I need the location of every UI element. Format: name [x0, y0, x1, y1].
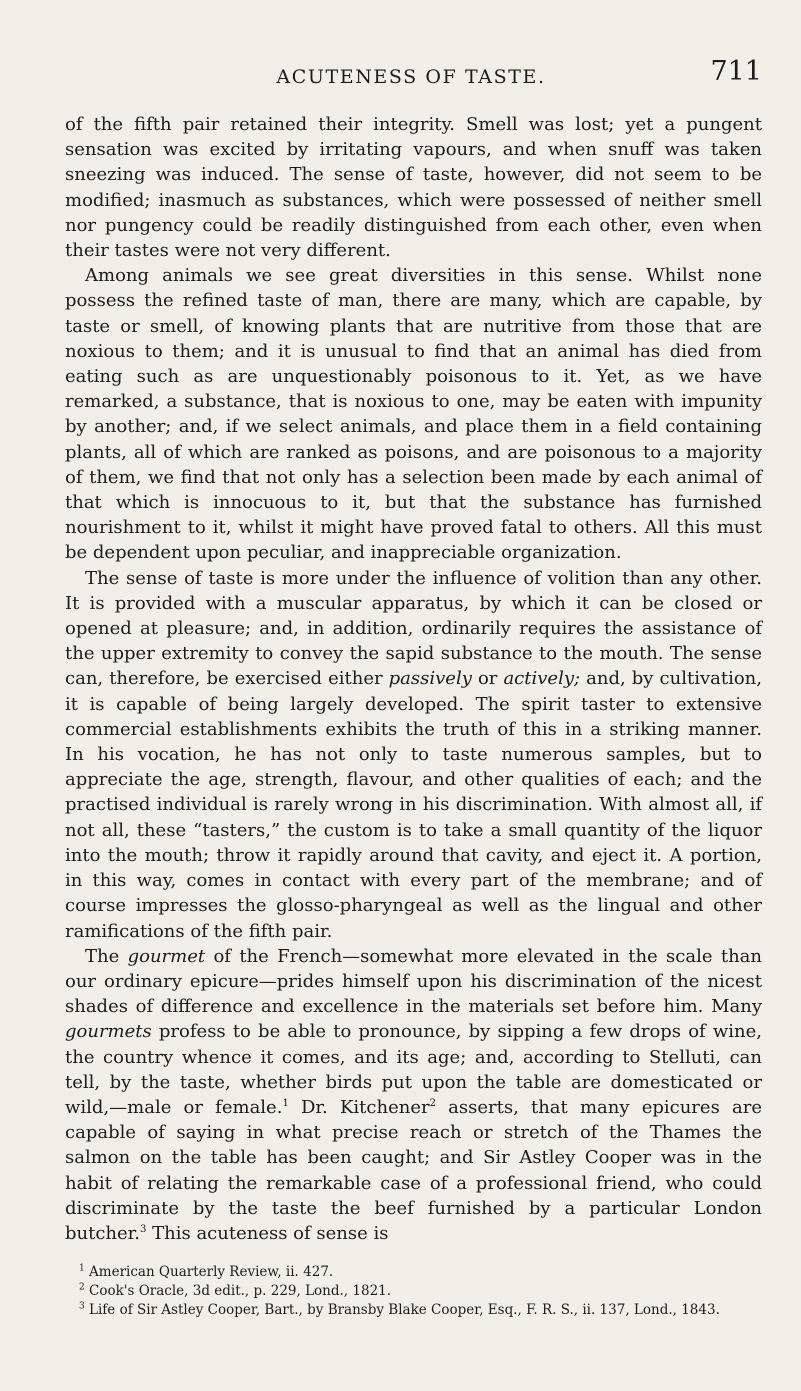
text-run: and, by cultivation, it is capable of being largely developed. The spirit taster to extensive commercial establishments exhibits the truth of this in a striking manner. In his vocation, he has not only to taste numerous samples, but to appreciate the age, strength, flavour, and other qualities of each; and the practised individual is rarely wrong in his discrimination. With almost all, if not all, these “tasters,” the custom is to take a small quantity of the liquor into the mouth; throw it rapidly around that cavity, and eject it. A portion, in this way, comes in contact with every part of the membrane; and of course impresses the glosso-pharyngeal as well as the lingual and other ramifications of the fifth pair. — [65, 668, 762, 942]
text-run: The — [85, 945, 128, 967]
footnote — [65, 1282, 762, 1301]
paragraph — [65, 566, 762, 944]
text-run: Dr. Kitchener — [288, 1096, 430, 1118]
footnote-text: Cook's Oracle, 3d edit., p. 229, Lond., 1821. — [84, 1283, 392, 1299]
footnote — [65, 1263, 762, 1282]
italic-text: passively — [388, 668, 472, 690]
text-run: profess to be able to pronounce, by sipping a few drops of wine, the country whence it comes, and its age; and, according to Stelluti, can tell, by the taste, whether birds put upon the table are domesticated or wild,—male or female. — [65, 1021, 762, 1118]
italic-text: gourmet — [127, 945, 206, 967]
running-head: ACUTENESS OF TASTE. — [276, 66, 546, 88]
footnote-ref: 1 — [282, 1097, 289, 1109]
footnote-marker: 3 — [79, 1301, 85, 1312]
footnote-marker: 1 — [79, 1263, 85, 1274]
text-run: asserts, that many epicures are capable of saying in what precise reach or stretch of the Thames the salmon on the table has been caught; and Sir Astley Cooper was in the habit of relating the remarkable case of a professional friend, who could discriminate by the taste the beef furnished by a particular London butcher. — [65, 1096, 762, 1244]
footnote — [65, 1301, 762, 1320]
italic-text: gourmets — [65, 1021, 152, 1043]
text-run: Among animals we see great diversities in this sense. Whilst none possess the refined taste of man, there are many, which are capable, by taste or smell, of knowing plants that are nutritive from those that are noxious to them; and it is unusual to find that an animal has died from eating such as are unquestionably poisonous to it. Yet, as we have remarked, a substance, that is noxious to one, may be eaten with impunity by another; and, if we select animals, and place them in a field containing plants, all of which are ranked as poisons, and are poisonous to a majority of them, we find that not only has a selection been made by each animal of that which is innocuous to it, but that the substance has furnished nourishment to it, whilst it might have proved fatal to others. All this must be dependent upon peculiar, and inappreciable organization. — [65, 265, 762, 564]
text-run: The sense of taste is more under the influence of volition than any other. It is provided with a muscular apparatus, by which it can be closed or opened at pleasure; and, in addition, ordinarily requires the assistance of the upper extremity to convey the sapid substance to the mouth. The sense can, therefore, be exercised either — [65, 567, 762, 690]
footnote-ref: 3 — [140, 1223, 147, 1235]
body-text — [65, 112, 762, 1246]
page-number: 711 — [710, 56, 762, 87]
text-run: of the fifth pair retained their integrity. Smell was lost; yet a pungent sensation was excited by irritating vapours, and when snuff was taken sneezing was induced. The sense of taste, however, did not seem to be modified; inasmuch as substances, which were possessed of neither smell nor pungency could be readily distinguished from each other, even when their tastes were not very different. — [65, 114, 762, 262]
footnote-text: Life of Sir Astley Cooper, Bart., by Bransby Blake Cooper, Esq., F. R. S., ii. 137, Lond., 1843. — [84, 1302, 720, 1318]
paragraph — [65, 112, 762, 263]
paragraph — [65, 944, 762, 1246]
italic-text: actively; — [503, 668, 581, 690]
footnotes — [65, 1263, 762, 1320]
text-run: This acuteness of sense is — [146, 1222, 389, 1244]
text-run: of the French—somewhat more elevated in the scale than our ordinary epicure—prides himself upon his discrimination of the nicest shades of difference and excellence in the materials set before him. Many — [65, 945, 762, 1018]
footnote-marker: 2 — [79, 1282, 85, 1293]
footnote-text: American Quarterly Review, ii. 427. — [84, 1264, 334, 1280]
text-run: or — [471, 668, 504, 690]
footnote-ref: 2 — [429, 1097, 436, 1109]
page-header — [60, 52, 762, 92]
paragraph — [65, 263, 762, 565]
